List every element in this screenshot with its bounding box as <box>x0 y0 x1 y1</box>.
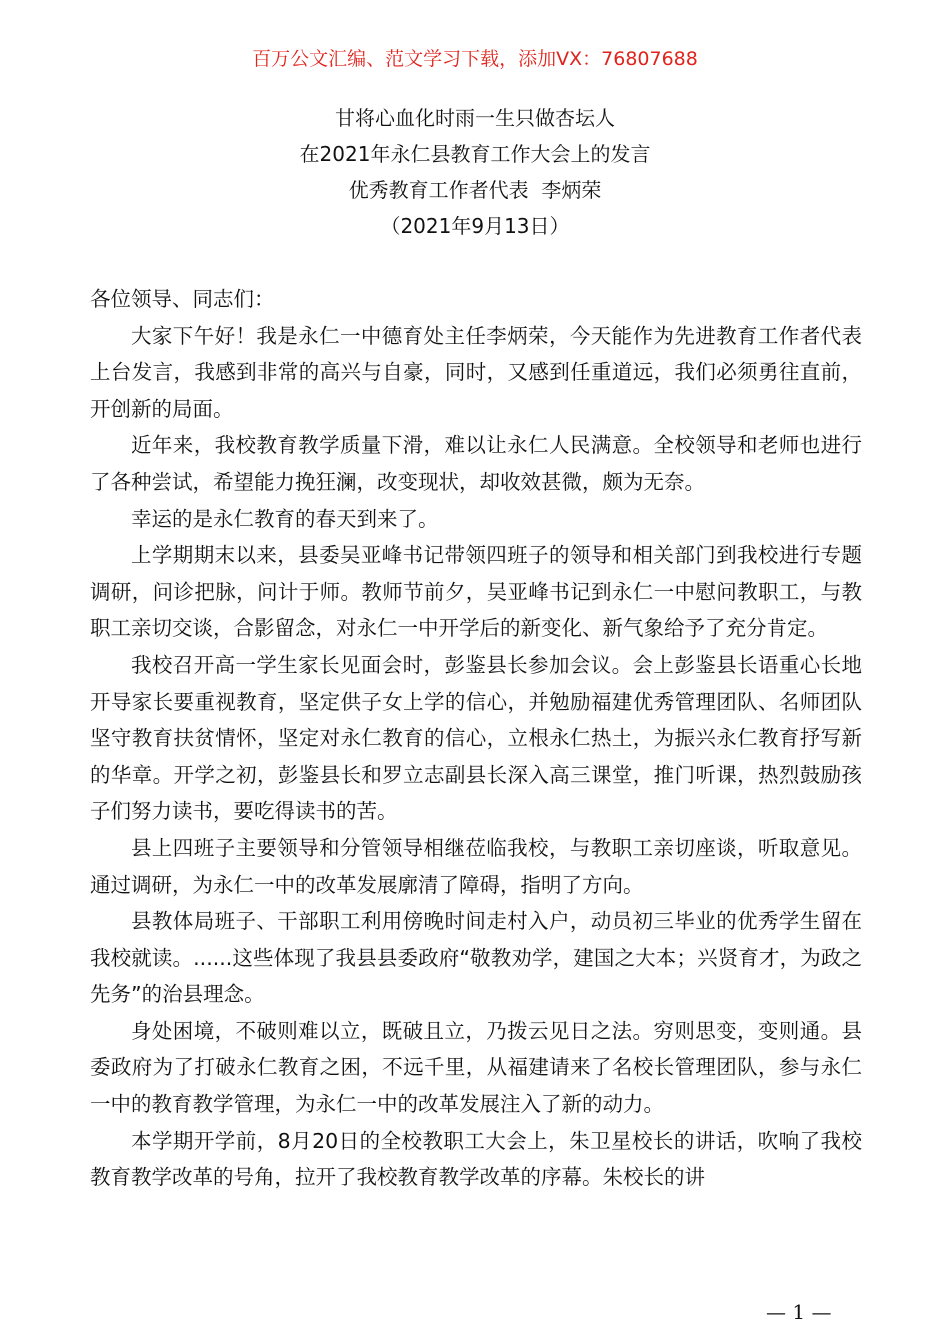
paragraph: 本学期开学前，8月20日的全校教职工大会上，朱卫星校长的讲话，吹响了我校教育教学改革的号角，拉开了我校教育教学改革的序幕。朱校长的讲 <box>90 1128 862 1190</box>
paragraph: 县上四班子主要领导和分管领导相继莅临我校，与教职工亲切座谈，听取意见。通过调研，为永仁一中的改革发展廓清了障碍，指明了方向。 <box>90 835 862 897</box>
speech-title: 甘将心血化时雨一生只做杏坛人 <box>335 106 615 130</box>
paragraph: 县教体局班子、干部职工利用傍晚时间走村入户，动员初三毕业的优秀学生留在我校就读。......这些体现了我县县委政府“敬教劝学，建国之大本；兴贤育才，为政之先务”的治县理念。 <box>90 909 862 1007</box>
paragraph: 上学期期末以来，县委吴亚峰书记带领四班子的领导和相关部门到我校进行专题调研，问诊把脉，问计于师。教师节前夕，吴亚峰书记到永仁一中慰问教职工，与教职工亲切交谈，合影留念，对永仁一中开学后的新变化、新气象给予了充分肯定。 <box>90 543 862 641</box>
paragraph: 我校召开高一学生家长见面会时，彭鉴县长参加会议。会上彭鉴县长语重心长地开导家长要重视教育，坚定供子女上学的信心，并勉励福建优秀管理团队、名师团队坚守教育扶贫情怀，坚定对永仁教育的信心，立根永仁热土，为振兴永仁教育抒写新的华章。开学之初，彭鉴县长和罗立志副县长深入高三课堂，推门听课，热烈鼓励孩子们努力读书，要吃得读书的苦。 <box>90 652 862 824</box>
salutation: 各位领导、同志们： <box>90 287 275 311</box>
paragraph: 幸运的是永仁教育的春天到来了。 <box>131 506 439 531</box>
speech-date: （2021年9月13日） <box>380 214 570 238</box>
paragraph: 身处困境，不破则难以立，既破且立，乃拨云见日之法。穷则思变，变则通。县委政府为了打破永仁教育之困，不远千里，从福建请来了名校长管理团队，参与永仁一中的教育教学管理，为永仁一中的改革发展注入了新的动力。 <box>90 1018 862 1117</box>
title-block <box>0 100 950 244</box>
paragraph: 大家下午好！我是永仁一中德育处主任李炳荣，今天能作为先进教育工作者代表上台发言，我感到非常的高兴与自豪，同时，又感到任重道远，我们必须勇往直前，开创新的局面。 <box>90 323 862 421</box>
page-number: — 1 — <box>766 1300 832 1324</box>
speech-occasion: 在2021年永仁县教育工作大会上的发言 <box>299 142 651 166</box>
speaker-line: 优秀教育工作者代表 李炳荣 <box>348 178 602 202</box>
speech-body <box>90 281 862 1196</box>
paragraph: 近年来，我校教育教学质量下滑，难以让永仁人民满意。全校领导和老师也进行了各种尝试，希望能力挽狂澜，改变现状，却收效甚微，颇为无奈。 <box>90 433 862 494</box>
watermark-banner: 百万公文汇编、范文学习下载，添加VX：76807688 <box>252 48 698 70</box>
